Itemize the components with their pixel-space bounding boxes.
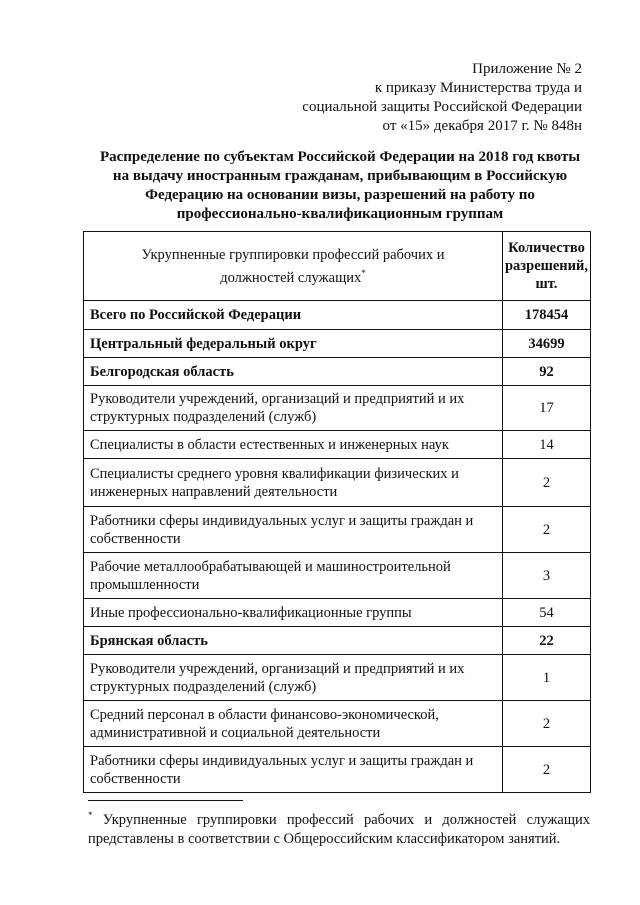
row-name: Центральный федеральный округ xyxy=(84,330,503,358)
footnote xyxy=(88,806,590,849)
row-value: 178454 xyxy=(502,301,590,330)
row-value: 2 xyxy=(502,747,590,793)
table-row-region xyxy=(84,358,591,386)
appendix-ministry-line: социальной защиты Российской Федерации xyxy=(302,99,582,115)
row-name: Руководители учреждений, организаций и предприятий и их структурных подразделений (служб) xyxy=(84,386,503,431)
title-line-3: Федерацию на основании визы, разрешений на работу по xyxy=(145,187,535,203)
title-line-4: профессионально-квалификационным группам xyxy=(176,206,504,222)
table-row xyxy=(84,553,591,599)
header-groups-line-1: Укрупненные группировки профессий рабочих и xyxy=(141,246,445,263)
row-value: 92 xyxy=(502,358,590,386)
row-name: Рабочие металлообрабатывающей и машиностроительной промышленности xyxy=(84,553,503,599)
table-row-district xyxy=(84,330,591,358)
row-name: Всего по Российской Федерации xyxy=(84,301,503,330)
footnote-mark: * xyxy=(88,810,93,820)
row-value: 2 xyxy=(502,459,590,507)
table-row xyxy=(84,459,591,507)
table-row xyxy=(84,507,591,553)
table-header-row xyxy=(84,232,591,301)
header-groups xyxy=(84,232,503,301)
table-row xyxy=(84,747,591,793)
row-value: 1 xyxy=(502,655,590,701)
row-value: 2 xyxy=(502,507,590,553)
row-value: 22 xyxy=(502,627,590,655)
row-name: Специалисты в области естественных и инженерных наук xyxy=(84,431,503,459)
row-name: Специалисты среднего уровня квалификации физических и инженерных направлений деятельности xyxy=(84,459,503,507)
document-title xyxy=(80,148,600,224)
table-row xyxy=(84,655,591,701)
table-row-total xyxy=(84,301,591,330)
row-value: 14 xyxy=(502,431,590,459)
table-row xyxy=(84,599,591,627)
header-count-line-3: шт. xyxy=(535,276,558,292)
table-row xyxy=(84,386,591,431)
row-value: 3 xyxy=(502,553,590,599)
title-line-2: на выдачу иностранным гражданам, прибывающим в Российскую xyxy=(112,168,568,184)
title-line-1: Распределение по субъектам Российской Федерации на 2018 год квоты xyxy=(99,149,581,165)
footnote-text: Укрупненные группировки профессий рабочих и должностей служащих представлены в соответствии с Общероссийским классификатором занятий. xyxy=(88,811,591,847)
row-name: Иные профессионально-квалификационные группы xyxy=(84,599,503,627)
quota-table xyxy=(83,231,591,793)
appendix-order-line: к приказу Министерства труда и xyxy=(374,80,582,96)
table-row xyxy=(84,701,591,747)
row-name: Брянская область xyxy=(84,627,503,655)
row-name: Работники сферы индивидуальных услуг и защиты граждан и собственности xyxy=(84,747,503,793)
appendix-number: Приложение № 2 xyxy=(472,61,582,77)
table-row-region xyxy=(84,627,591,655)
footnote-divider xyxy=(88,800,243,801)
row-value: 2 xyxy=(502,701,590,747)
appendix-reference xyxy=(302,60,582,136)
row-name: Руководители учреждений, организаций и предприятий и их структурных подразделений (служб) xyxy=(84,655,503,701)
table-row xyxy=(84,431,591,459)
header-count-line-1: Количество xyxy=(508,240,585,256)
appendix-date-line: от «15» декабря 2017 г. № 848н xyxy=(382,118,582,134)
header-count-line-2: разрешений, xyxy=(504,258,588,274)
header-footnote-mark: * xyxy=(361,267,366,278)
header-groups-line-2: должностей служащих xyxy=(220,269,362,286)
row-name: Белгородская область xyxy=(84,358,503,386)
header-count xyxy=(502,232,590,301)
row-value: 54 xyxy=(502,599,590,627)
row-name: Средний персонал в области финансово-экономической, административной и социальной деятельности xyxy=(84,701,503,747)
row-name: Работники сферы индивидуальных услуг и защиты граждан и собственности xyxy=(84,507,503,553)
row-value: 34699 xyxy=(502,330,590,358)
row-value: 17 xyxy=(502,386,590,431)
